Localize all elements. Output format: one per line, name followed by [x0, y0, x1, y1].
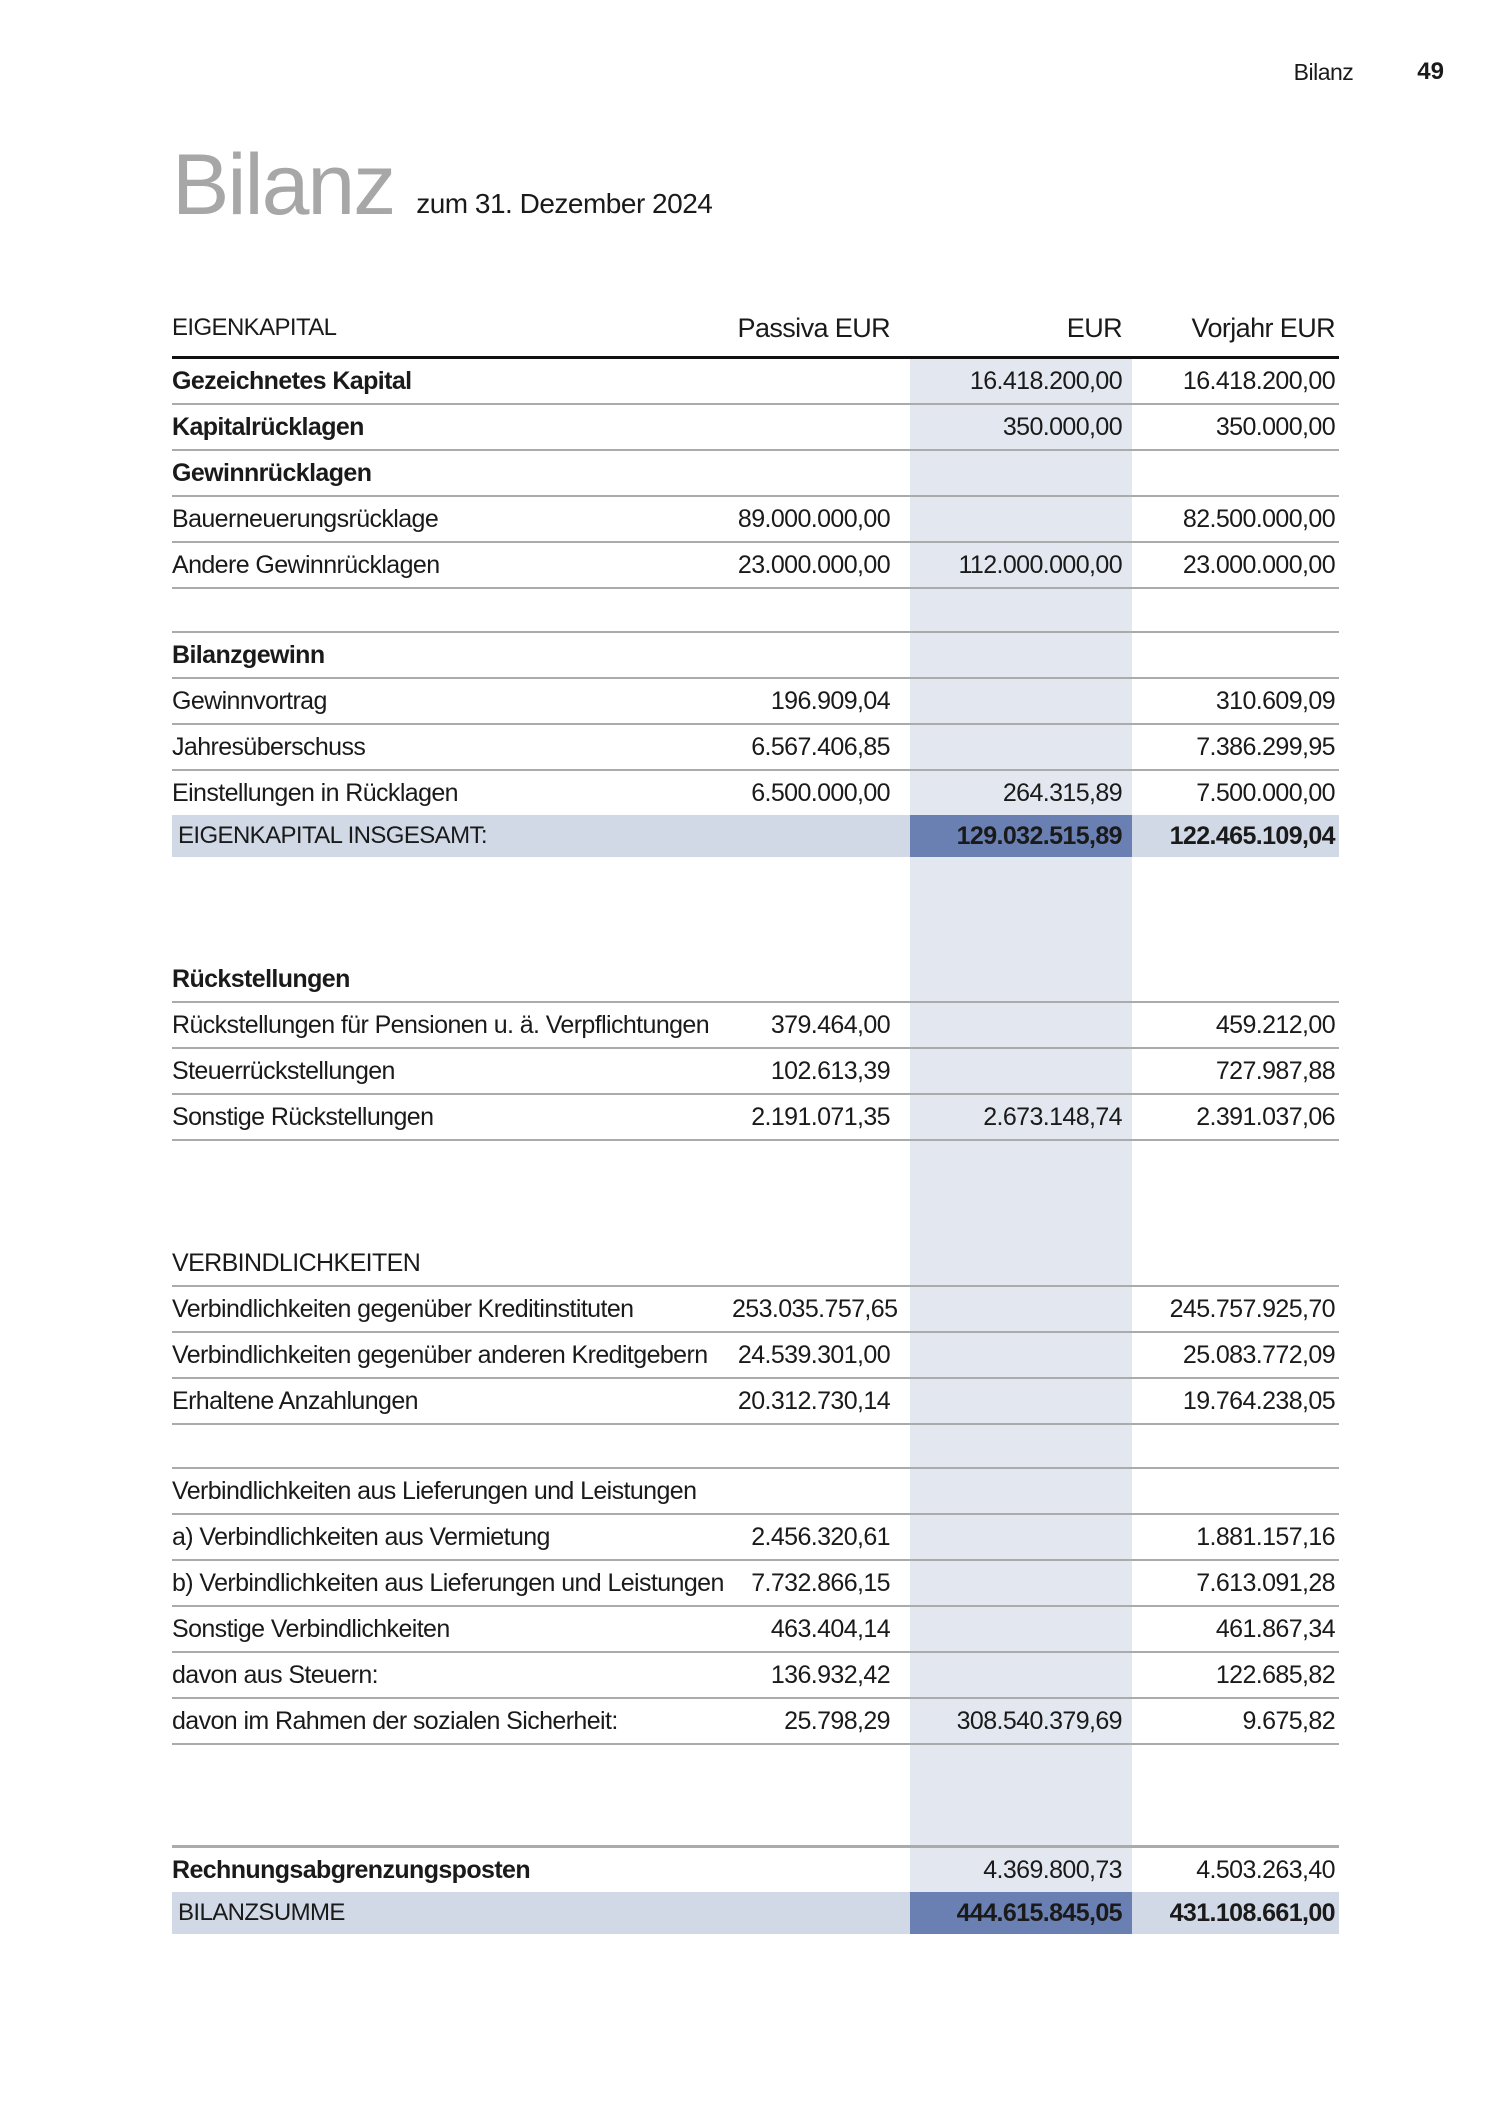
passiva-value: 20.312.730,14 [732, 1378, 900, 1424]
eur-value [910, 1286, 1132, 1332]
table-row [172, 1652, 1339, 1698]
eur-value: 308.540.379,69 [910, 1698, 1132, 1744]
vorjahr-value: 23.000.000,00 [1132, 542, 1339, 588]
row-label: Verbindlichkeiten aus Lieferungen und Leistungen [172, 1468, 732, 1514]
vorjahr-value [1132, 957, 1339, 1002]
vorjahr-value: 9.675,82 [1132, 1698, 1339, 1744]
balance-sheet-table [172, 300, 1339, 1934]
eur-value [910, 450, 1132, 496]
row-label: b) Verbindlichkeiten aus Lieferungen und Leistungen [172, 1560, 732, 1606]
passiva-value: 102.613,39 [732, 1048, 900, 1094]
passiva-value: 6.500.000,00 [751, 778, 890, 807]
vorjahr-value [1132, 1468, 1339, 1514]
eur-value [910, 1468, 1132, 1514]
row-label: Rechnungsabgrenzungsposten [172, 1847, 732, 1893]
passiva-value: 2.191.071,35 [732, 1094, 900, 1140]
passiva-value: 253.035.757,65 [732, 1286, 900, 1332]
eur-value [910, 1002, 1132, 1048]
row-label: Sonstige Verbindlichkeiten [172, 1606, 732, 1652]
table-row [172, 632, 1339, 678]
vorjahr-value: 1.881.157,16 [1132, 1514, 1339, 1560]
eur-value: 112.000.000,00 [910, 542, 1132, 588]
vorjahr-total-value: 431.108.661,00 [1132, 1892, 1339, 1934]
vorjahr-value: 7.500.000,00 [1196, 778, 1335, 807]
page-number: 49 [1417, 58, 1444, 85]
passiva-value: 89.000.000,00 [732, 496, 900, 542]
table-row [172, 358, 1339, 405]
passiva-value: 136.932,42 [732, 1652, 900, 1698]
table-row [172, 496, 1339, 542]
passiva-value [732, 815, 900, 857]
passiva-value: 7.732.866,15 [732, 1560, 900, 1606]
table-row [172, 542, 1339, 588]
vorjahr-value: 4.503.263,40 [1132, 1847, 1339, 1893]
eur-value [910, 632, 1132, 678]
passiva-value: 23.000.000,00 [732, 542, 900, 588]
eur-value [910, 1048, 1132, 1094]
passiva-value [732, 957, 900, 1002]
vorjahr-value: 7.386.299,95 [1132, 724, 1339, 770]
table-row [172, 1468, 1339, 1514]
vorjahr-value: 461.867,34 [1132, 1606, 1339, 1652]
spacer-row [172, 1140, 1339, 1241]
table-row [172, 1698, 1339, 1744]
table-header-row [172, 300, 1339, 358]
eur-value [910, 1606, 1132, 1652]
vorjahr-total-value: 122.465.109,04 [1132, 815, 1339, 857]
vorjahr-value: 310.609,09 [1132, 678, 1339, 724]
table-row [172, 450, 1339, 496]
row-label: VERBINDLICHKEITEN [172, 1241, 732, 1286]
row-label: davon aus Steuern: [172, 1652, 732, 1698]
table-row [172, 1560, 1339, 1606]
passiva-value [732, 632, 900, 678]
table-row [172, 770, 1339, 815]
eur-value: 4.369.800,73 [910, 1847, 1132, 1893]
total-label: BILANZSUMME [172, 1892, 732, 1934]
row-label: Gewinnvortrag [172, 678, 732, 724]
vorjahr-value: 25.083.772,09 [1132, 1332, 1339, 1378]
eur-value [910, 1241, 1132, 1286]
row-label: Bauerneuerungsrücklage [172, 496, 732, 542]
eur-value [910, 1560, 1132, 1606]
eur-value [910, 1514, 1132, 1560]
table-row [172, 1378, 1339, 1424]
row-label: Verbindlichkeiten gegenüber anderen Kreditgebern [172, 1332, 732, 1378]
eur-value: 264.315,89 [1002, 778, 1122, 807]
table-row [172, 1286, 1339, 1332]
passiva-value: 25.798,29 [732, 1698, 900, 1744]
table-row [172, 957, 1339, 1002]
passiva-value [732, 1468, 900, 1514]
row-label: Rückstellungen [172, 957, 732, 1002]
eur-value [910, 957, 1132, 1002]
passiva-value: 2.456.320,61 [732, 1514, 900, 1560]
vorjahr-value: 2.391.037,06 [1132, 1094, 1339, 1140]
row-label: a) Verbindlichkeiten aus Vermietung [172, 1514, 732, 1560]
table-row [172, 1606, 1339, 1652]
table-row [172, 1002, 1339, 1048]
total-label: EIGENKAPITAL INSGESAMT: [172, 815, 732, 857]
passiva-value [732, 358, 900, 405]
row-label: Andere Gewinnrücklagen [172, 542, 732, 588]
row-label: Jahresüberschuss [172, 724, 732, 770]
passiva-value [732, 450, 900, 496]
table-row [172, 678, 1339, 724]
vorjahr-value: 122.685,82 [1132, 1652, 1339, 1698]
passiva-value: 24.539.301,00 [732, 1332, 900, 1378]
vorjahr-value [1132, 1241, 1339, 1286]
header-eigenkapital: EIGENKAPITAL [172, 300, 732, 358]
passiva-value [732, 1241, 900, 1286]
eur-value [910, 1378, 1132, 1424]
eigenkapital-total-row [172, 815, 1339, 857]
eur-total-value: 444.615.845,05 [910, 1892, 1132, 1934]
eur-value: 2.673.148,74 [910, 1094, 1132, 1140]
running-head-section: Bilanz [1293, 58, 1354, 85]
table-row [172, 1847, 1339, 1893]
passiva-value: 463.404,14 [732, 1606, 900, 1652]
row-label: Rückstellungen für Pensionen u. ä. Verpflichtungen [172, 1002, 732, 1048]
row-label: Gezeichnetes Kapital [172, 358, 732, 405]
vorjahr-value: 16.418.200,00 [1132, 358, 1339, 405]
spacer-row [172, 1424, 1339, 1468]
table-row [172, 1094, 1339, 1140]
row-label: Gewinnrücklagen [172, 450, 732, 496]
eur-value: 350.000,00 [910, 404, 1132, 450]
spacer-row [172, 588, 1339, 632]
eur-value [910, 678, 1132, 724]
eur-value [910, 1332, 1132, 1378]
header-passiva: Passiva EUR [732, 300, 900, 358]
eur-value [910, 496, 1132, 542]
row-label: Erhaltene Anzahlungen [172, 1378, 732, 1424]
passiva-value: 379.464,00 [732, 1002, 900, 1048]
row-label: Verbindlichkeiten gegenüber Kreditinstituten [172, 1286, 732, 1332]
bilanzsumme-total-row [172, 1892, 1339, 1934]
table-row [172, 404, 1339, 450]
vorjahr-value: 459.212,00 [1132, 1002, 1339, 1048]
vorjahr-value: 350.000,00 [1132, 404, 1339, 450]
eur-value [910, 724, 1132, 770]
vorjahr-value: 245.757.925,70 [1132, 1286, 1339, 1332]
vorjahr-value: 19.764.238,05 [1132, 1378, 1339, 1424]
header-eur: EUR [910, 300, 1132, 358]
eur-value: 16.418.200,00 [910, 358, 1132, 405]
vorjahr-value [1132, 450, 1339, 496]
table-row [172, 1241, 1339, 1286]
header-vorjahr: Vorjahr EUR [1132, 300, 1339, 358]
page-subtitle: zum 31. Dezember 2024 [416, 188, 713, 219]
passiva-value: 6.567.406,85 [732, 724, 900, 770]
passiva-value [732, 404, 900, 450]
running-head [1200, 52, 1444, 92]
page-title-block [172, 128, 713, 233]
passiva-value [732, 1847, 900, 1893]
row-label: davon im Rahmen der sozialen Sicherheit: [172, 1698, 732, 1744]
vorjahr-value: 82.500.000,00 [1132, 496, 1339, 542]
eur-value [910, 1652, 1132, 1698]
row-label: Kapitalrücklagen [172, 404, 732, 450]
table-row [172, 724, 1339, 770]
row-label: Einstellungen in Rücklagen [172, 778, 458, 807]
vorjahr-value: 727.987,88 [1132, 1048, 1339, 1094]
table-row [172, 1514, 1339, 1560]
eur-total-value: 129.032.515,89 [910, 815, 1132, 857]
table-row [172, 1332, 1339, 1378]
spacer-row [172, 857, 1339, 957]
table-row [172, 1048, 1339, 1094]
balance-sheet-table-container [172, 300, 1339, 1934]
spacer-row [172, 1744, 1339, 1847]
vorjahr-value [1132, 632, 1339, 678]
vorjahr-value: 7.613.091,28 [1132, 1560, 1339, 1606]
row-label: Bilanzgewinn [172, 632, 732, 678]
row-label: Steuerrückstellungen [172, 1048, 732, 1094]
passiva-value [732, 1892, 900, 1934]
row-label: Sonstige Rückstellungen [172, 1094, 732, 1140]
page-title: Bilanz [172, 137, 395, 233]
passiva-value: 196.909,04 [732, 678, 900, 724]
